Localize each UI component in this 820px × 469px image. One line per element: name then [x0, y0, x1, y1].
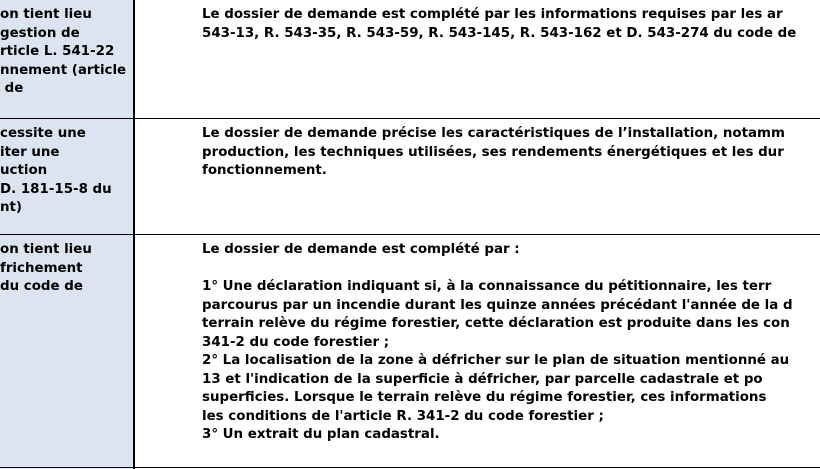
requirement-cell: [135, 235, 820, 469]
condition-cell: [0, 235, 134, 469]
requirement-text: Le dossier de demande est complété par les informations requises par les ar 543-13, R. 543-35, R. 543-59, R. 543-145, R. 543-162 et D. 543-274 du code de: [202, 7, 797, 41]
column-divider: [134, 0, 135, 469]
requirement-text: Le dossier de demande précise les caractéristiques de l’installation, notamm production, les techniques utilisées, ses rendements énergétiques et les dur fonctionnement.: [202, 126, 785, 178]
table-bottom-border: [0, 467, 820, 468]
condition-cell: [0, 119, 134, 234]
condition-text: cessite une iter une uction D. 181-15-8 du nt): [0, 126, 112, 215]
condition-text: on tient lieu frichement du code de: [0, 242, 92, 294]
requirement-text: Le dossier de demande est complété par : 1° Une déclaration indiquant si, à la connaissance du pétitionnaire, les terr parcourus par un incendie durant les quinze années précédant l'année de la d terrain relève du régime forestier, cette déclaration est produite dans les con 341-2 du code forestier ; 2° La localisation de la zone à défricher sur le plan de situation mentionné au 13 et l'indication de la superficie à défricher, par parcelle cadastrale et po superficies. Lorsque le terrain relève du régime forestier, ces informations les conditions de l'article R. 341-2 du code forestier ; 3° Un extrait du plan cadastral.: [202, 242, 793, 442]
requirement-cell: [135, 0, 820, 118]
row-divider: [0, 118, 820, 119]
condition-cell: [0, 0, 134, 118]
table-row: [0, 119, 820, 234]
table-row: [0, 0, 820, 118]
table-row: [0, 235, 820, 469]
condition-text: on tient lieu gestion de rticle L. 541-22 nnement (article de: [0, 7, 127, 96]
row-divider: [0, 234, 820, 235]
requirement-cell: [135, 119, 820, 234]
